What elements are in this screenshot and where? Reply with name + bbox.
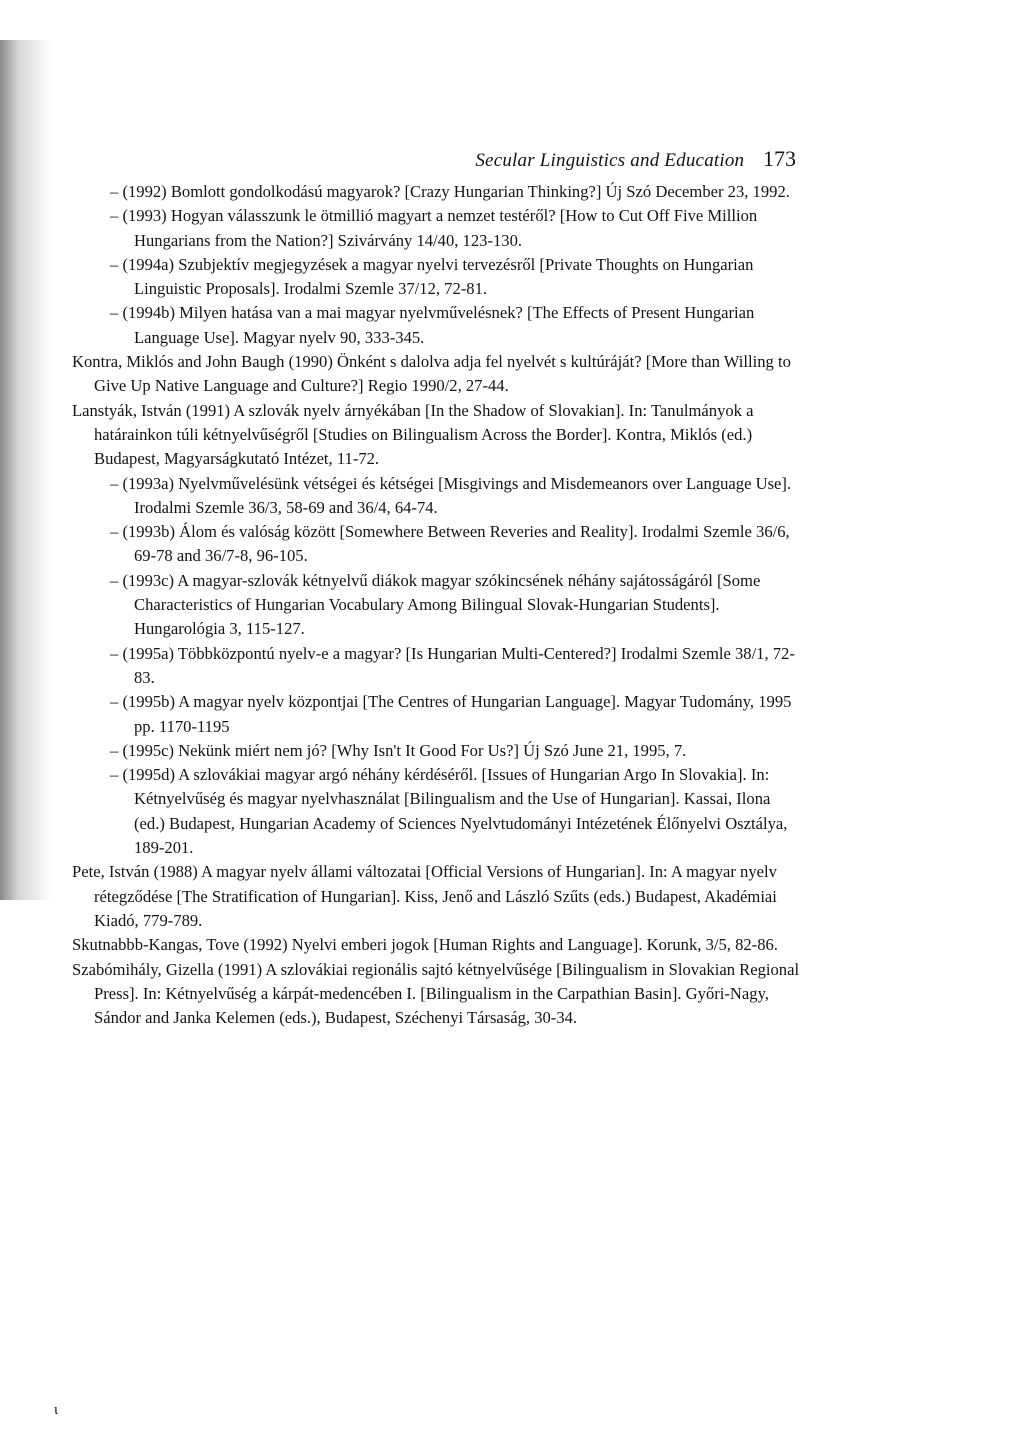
- reference-entry: – (1994b) Milyen hatása van a mai magyar nyelvművelésnek? [The Effects of Present Hungarian Language Use]. Magyar nyelv 90, 333-345.: [110, 303, 755, 347]
- reference-entry: Pete, István (1988) A magyar nyelv állami változatai [Official Versions of Hungarian]. In: A magyar nyelv rétegződése [The Stratification of Hungarian]. Kiss, Jenő and László Szűts (eds.) Budapest, Akadémiai Kiadó, 779-789.: [72, 862, 777, 930]
- running-header: [0, 146, 796, 172]
- reference-entry: – (1993b) Álom és valóság között [Somewhere Between Reveries and Reality]. Irodalmi Szemle 36/6, 69-78 and 36/7-8, 96-105.: [110, 522, 790, 566]
- reference-entry: Szabómihály, Gizella (1991) A szlovákiai regionális sajtó kétnyelvűsége [Bilingualism in Slovakian Regional Press]. In: Kétnyelvűség a kárpát-medencében I. [Bilingualism in the Carpathian Basin]. Győri-Nagy, Sándor and Janka Kelemen (eds.), Budapest, Széchenyi Társaság, 30-34.: [72, 959, 800, 1028]
- reference-entry: – (1995c) Nekünk miért nem jó? [Why Isn't It Good For Us?] Új Szó June 21, 1995, 7.: [110, 740, 687, 760]
- reference-entry: – (1992) Bomlott gondolkodású magyarok? [Crazy Hungarian Thinking?] Új Szó December 23, 1992.: [110, 182, 790, 201]
- reference-entry: – (1994a) Szubjektív megjegyzések a magyar nyelvi tervezésről [Private Thoughts on Hungarian Linguistic Proposals]. Irodalmi Szemle 37/12, 72-81.: [110, 254, 754, 299]
- reference-entry: Lanstyák, István (1991) A szlovák nyelv árnyékában [In the Shadow of Slovakian]. In: Tanulmányok a határainkon túli kétnyelvűségről [Studies on Bilingualism Across the Border]. Kontra, Miklós (ed.) Budapest, Magyarságkutató Intézet, 11-72.: [72, 400, 754, 469]
- margin-mark: ι: [54, 1402, 59, 1418]
- page-number: 173: [763, 146, 796, 171]
- running-title: Secular Linguistics and Education: [475, 150, 745, 171]
- reference-entry: – (1995d) A szlovákiai magyar argó néhány kérdéséről. [Issues of Hungarian Argo In Slovakia]. In: Kétnyelvűség és magyar nyelvhasználat [Bilingualism and the Use of Hungarian]. Kassai, Ilona (ed.) Budapest, Hungarian Academy of Sciences Nyelvtudományi Intézetének Élőnyelvi Osztálya, 189-201.: [110, 765, 788, 858]
- reference-entry: Skutnabbb-Kangas, Tove (1992) Nyelvi emberi jogok [Human Rights and Language]. Korunk, 3/5, 82-86.: [72, 935, 778, 955]
- reference-entry: – (1995a) Többközpontú nyelv-e a magyar? [Is Hungarian Multi-Centered?] Irodalmi Szemle 38/1, 72-83.: [110, 643, 795, 687]
- reference-entry: – (1993c) A magyar-szlovák kétnyelvű diákok magyar szókincsének néhány sajátosságáról [Some Characteristics of Hungarian Vocabulary Among Bilingual Slovak-Hungarian Students]. Hungarológia 3, 115-127.: [110, 570, 761, 639]
- reference-entry: – (1993) Hogyan válasszunk le ötmillió magyart a nemzet testéről? [How to Cut Off Five Million Hungarians from the Nation?] Szivárvány 14/40, 123-130.: [110, 206, 758, 250]
- reference-list: [72, 180, 800, 1030]
- reference-entry: Kontra, Miklós and John Baugh (1990) Önként s dalolva adja fel nyelvét s kultúráját? [More than Willing to Give Up Native Language and Culture?] Regio 1990/2, 27-44.: [72, 352, 791, 396]
- reference-entry: – (1993a) Nyelvművelésünk vétségei és kétségei [Misgivings and Misdemeanors over Language Use]. Irodalmi Szemle 36/3, 58-69 and 36/4, 64-74.: [110, 473, 792, 517]
- reference-entry: – (1995b) A magyar nyelv központjai [The Centres of Hungarian Language]. Magyar Tudomány, 1995 pp. 1170-1195: [110, 692, 792, 736]
